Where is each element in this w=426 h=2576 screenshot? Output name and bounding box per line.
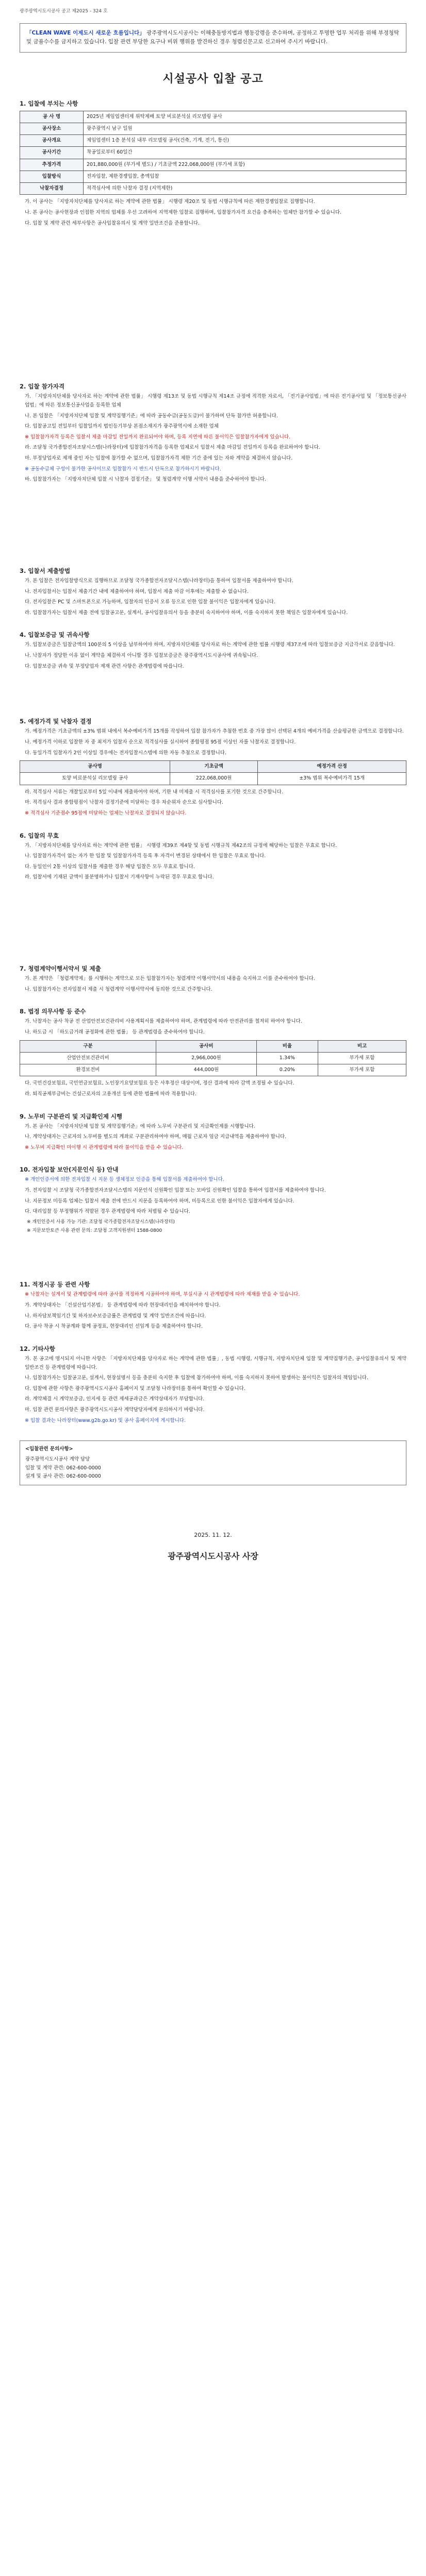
paragraph: 나. 지문정보 미등록 업체는 입찰서 제출 전에 반드시 지문을 등록하여야 하며, 미등록으로 인한 불이익은 입찰자에게 있습니다. [25, 1198, 294, 1204]
table-cell: 2,966,000원 [156, 1052, 256, 1064]
table-row [20, 1052, 406, 1064]
integrity-banner [20, 23, 406, 53]
row-key: 공사개요 [20, 135, 84, 147]
section-5-heading: 5. 예정가격 및 낙찰자 결정 [20, 718, 92, 725]
warning-note: ※ 적격심사 기준점수 95점에 미달하는 업체는 낙찰자로 결정되지 않습니다. [25, 810, 187, 816]
paragraph: 다. 공사 착공 시 착공계와 함께 공정표, 현장대리인 선임계 등을 제출하여야 합니다. [25, 1324, 203, 1330]
contact-title: <입찰관련 문의사항> [25, 1446, 73, 1452]
paragraph: 나. 낙찰자가 정당한 이유 없이 계약을 체결하지 아니할 경우 입찰보증금은 광주광역시도시공사에 귀속됩니다. [25, 653, 258, 658]
section-6-heading: 6. 입찰의 무효 [20, 832, 59, 839]
paragraph: 다. 입찰 및 계약 관련 세부사항은 공사입찰유의서 및 계약 일반조건을 준용합니다. [25, 220, 200, 226]
column-header: 예정가격 산정 [258, 761, 406, 773]
row-key: 공사기간 [20, 147, 84, 159]
section-4-heading: 4. 입찰보증금 및 귀속사항 [20, 631, 90, 639]
section-2-heading: 2. 입찰 참가자격 [20, 383, 65, 391]
table-row [20, 171, 406, 182]
section-9-heading: 9. 노무비 구분관리 및 지급확인제 시행 [20, 1112, 123, 1120]
table-cell: 토양 비료분석실 리모델링 공사 [20, 773, 170, 785]
paragraph: 나. 계약상대자는 근로자의 노무비를 별도의 계좌로 구분관리하여야 하며, 매월 근로자 임금 지급내역을 제출하여야 합니다. [25, 1134, 287, 1140]
section-1-heading: 1. 입찰에 부치는 사항 [20, 99, 78, 107]
page-title: 시설공사 입찰 공고 [162, 72, 264, 86]
table-cell: 444,000원 [156, 1064, 256, 1076]
overview-table [20, 111, 406, 195]
row-value: 적격심사에 의한 낙찰자 결정 (지역제한) [84, 183, 406, 195]
paragraph: 라. 입찰서에 기재된 금액이 불분명하거나 입찰서 기재사항이 누락된 경우 무효로 합니다. [25, 874, 214, 880]
table-row [20, 773, 406, 785]
paragraph: 가. 본 계약은 「청렴계약제」를 시행하는 계약으로 모든 입찰참가자는 청렴계약 이행서약서의 내용을 숙지하고 이를 준수하여야 합니다. [25, 976, 315, 981]
table-cell: 부가세 포함 [318, 1064, 406, 1076]
table-cell: 0.20% [256, 1064, 318, 1076]
paragraph: 나. 입찰참가자는 입찰공고문, 설계서, 현장설명서 등을 충분히 숙지한 후 입찰에 참가하여야 하며, 이를 숙지하지 못하여 발생하는 불이익은 입찰자의 책임입니다. [25, 1375, 368, 1381]
paragraph: 다. 입찰공고일 전일부터 입찰일까지 법인등기부상 본점소재지가 광주광역시에 소재한 업체 [25, 423, 219, 430]
section-12-heading: 12. 기타사항 [20, 1345, 55, 1352]
table-cell: 222,068,000원 [170, 773, 258, 785]
table-cell: 부가세 포함 [318, 1052, 406, 1064]
section-3-heading: 3. 입찰서 제출방법 [20, 567, 71, 574]
info-note: ※ 개인인증서에 의한 전자입찰 시 지문 등 생체정보 인증을 통해 입찰서를 제출하여야 합니다. [25, 1177, 224, 1183]
table-row [20, 111, 406, 123]
paragraph: 나. 입찰참가자격이 없는 자가 한 입찰 및 입찰참가자격 등록 후 자격이 변경된 상태에서 한 입찰은 무효로 합니다. [25, 853, 266, 859]
paragraph: 가. 예정가격은 기초금액의 ±3% 범위 내에서 복수예비가격 15개를 작성하여 입찰 참가자가 추첨한 번호 중 가장 많이 선택된 4개의 예비가격을 산술평균한 금액으로 결정합니다. [25, 728, 404, 735]
row-value: 201,880,000원 (부가세 별도) / 기초금액 222,068,000원 (부가세 포함) [84, 159, 406, 171]
table-row [20, 1064, 406, 1076]
table-row [20, 147, 406, 159]
price-table [20, 760, 406, 785]
warning-note: ※ 입찰참가자격 등록은 입찰서 제출 마감일 전일까지 완료되어야 하며, 등록 지연에 따른 불이익은 입찰참가자에게 있습니다. [25, 434, 291, 440]
info-note: ※ 공동수급체 구성이 불가한 공사이므로 입찰참가 시 반드시 단독으로 참가하시기 바랍니다. [25, 466, 221, 472]
table-row [20, 123, 406, 134]
paragraph: 나. 본 입찰은 「지방자치단체 입찰 및 계약집행기준」에 따라 공동수급(공동도급)이 불가하며 단독 참가만 허용합니다. [25, 413, 278, 419]
paragraph: 나. 하도급 시 「하도급거래 공정화에 관한 법률」 등 관계법령을 준수하여야 합니다. [25, 1029, 205, 1035]
issuer-name: 광주광역시도시공사 사장 [168, 1551, 258, 1561]
row-key: 추정가격 [20, 159, 84, 171]
section-10-heading: 10. 전자입찰 보안(지문인식 등) 안내 [20, 1166, 119, 1174]
paragraph: 나. 예정가격 이하로 입찰한 자 중 최저가 입찰자 순으로 적격심사를 실시하여 종합평점 95점 이상인 자를 낙찰자로 결정합니다. [25, 739, 296, 745]
column-header: 공사비 [156, 1040, 256, 1052]
section-11-heading: 11. 적정시공 등 관련 사항 [20, 1281, 90, 1289]
fine-note: ※ 개인인증서 사용 가능 기관: 조달청 국가종합전자조달시스템(나라장터) [27, 1219, 175, 1225]
paragraph: 다. 전자입찰은 PC 및 스마트폰으로 가능하며, 입찰자의 인증서 오류 등으로 인한 입찰 불이익은 입찰자에게 있습니다. [25, 599, 275, 605]
paragraph: 나. 본 공사는 공사현장과 인접한 지역의 업체를 우선 고려하여 지역제한 입찰로 집행하며, 입찰참가자격 요건을 충족하는 업체만 참가할 수 있습니다. [25, 210, 342, 215]
row-value: 제임업센터 1층 분석실 내부 리모델링 공사(건축, 기계, 전기, 통신) [84, 135, 406, 147]
table-cell: ±3% 범위 복수예비가격 15개 [258, 773, 406, 785]
row-value: 착공일로부터 60일간 [84, 147, 406, 159]
paragraph: 라. 퇴직공제부금비는 건설근로자의 고용개선 등에 관한 법률에 따라 적용합니다. [25, 1091, 197, 1097]
row-key: 공 사 명 [20, 111, 84, 123]
paragraph: 가. 계약상대자는 「건설산업기본법」 등 관계법령에 따라 현장대리인을 배치하여야 합니다. [25, 1302, 221, 1309]
paragraph: 가. 전자입찰 시 조달청 국가종합전자조달시스템의 지문인식 신원확인 입찰 또는 모바일 신원확인 입찰을 통하여 입찰서를 제출하여야 합니다. [25, 1188, 326, 1193]
paragraph: 다. 동일가격 입찰자가 2인 이상일 경우에는 전자입찰시스템에 의한 자동 추첨으로 결정합니다. [25, 750, 227, 756]
table-cell: 환경보전비 [20, 1064, 156, 1076]
paragraph: 가. 이 공사는 「지방자치단체를 당사자로 하는 계약에 관한 법률」 시행령 제20조 및 동법 시행규칙에 따른 제한경쟁입찰로 집행합니다. [25, 199, 315, 205]
section-8-heading: 8. 법정 의무사항 등 준수 [20, 1008, 86, 1015]
info-note: ※ 입찰 결과는 나라장터(www.g2b.go.kr) 및 공사 홈페이지에 게시합니다. [25, 1417, 186, 1423]
paragraph: 바. 입찰참가자는 「지방자치단체 입찰 시 낙찰자 결정기준」 및 청렴계약 이행 서약서 내용을 준수하여야 합니다. [25, 477, 267, 483]
contact-line: 입찰 및 계약 관련: 062-600-0000 [25, 1465, 101, 1471]
row-key: 낙찰자결정 [20, 183, 84, 195]
cost-table [20, 1040, 406, 1077]
paragraph: 다. 입찰에 관한 사항은 광주광역시도시공사 홈페이지 및 조달청 나라장터를 통하여 확인할 수 있습니다. [25, 1385, 245, 1392]
paragraph: 라. 입찰참가자는 입찰서 제출 전에 입찰공고문, 설계서, 공사입찰유의서 등을 충분히 숙지하여야 하며, 이를 숙지하지 못한 책임은 입찰자에게 있습니다. [25, 609, 348, 616]
column-header: 기초금액 [170, 761, 258, 773]
warning-note: ※ 낙찰자는 설계서 및 관계법령에 따라 공사를 적정하게 시공하여야 하며, 부실시공 시 관계법령에 따라 제재를 받을 수 있습니다. [25, 1292, 300, 1298]
paragraph: 다. 동일인이 2통 이상의 입찰서를 제출한 경우 해당 입찰은 모두 무효로 합니다. [25, 863, 195, 870]
fine-note: ※ 지문보안토큰 사용 관련 문의: 조달청 고객지원센터 1588-0800 [27, 1228, 162, 1234]
notice-number: 광주광역시도시공사 공고 제2025 - 324 호 [20, 9, 108, 14]
section-7-heading: 7. 청렴계약이행서약서 및 제출 [20, 965, 101, 972]
paragraph: 마. 부정당업자로 제재 중인 자는 입찰에 참가할 수 없으며, 입찰참가자격 제한 기간 중에 있는 자와 계약을 체결하지 않습니다. [25, 455, 293, 461]
paragraph: 다. 대리입찰 등 부정행위가 적발된 경우 관계법령에 따라 처벌될 수 있습니다. [25, 1209, 190, 1215]
table-row [20, 183, 406, 195]
column-header: 구분 [20, 1040, 156, 1052]
paragraph: 가. 낙찰자는 공사 착공 전 산업안전보건관리비 사용계획서를 제출하여야 하며, 관계법령에 따라 안전관리를 철저히 하여야 합니다. [25, 1019, 302, 1025]
paragraph: 마. 입찰 관련 문의사항은 광주광역시도시공사 계약담당자에게 문의하시기 바랍니다. [25, 1407, 205, 1413]
contact-box [20, 1440, 406, 1485]
row-key: 공사장소 [20, 123, 84, 134]
banner-body: 광주광역시도시공사는 이해충돌방지법과 행동강령을 준수하며, 공정하고 투명한 업무 처리를 위해 부정청탁 및 금품수수를 금지하고 있습니다. 입찰 관련 부당한 요구나 비위 행위를 발견하신 경우 청렴신문고로 신고하여 주시기 바랍니다. [26, 30, 399, 45]
paragraph: 가. 본 공고에 명시되지 아니한 사항은 「지방자치단체를 당사자로 하는 계약에 관한 법률」, 동법 시행령, 시행규칙, 지방자치단체 입찰 및 계약집행기준, 공사입찰유의서 및 계약 일반조건 등 관계법령에 따릅니다. [25, 1355, 406, 1370]
row-value: 전자입찰, 제한경쟁입찰, 총액입찰 [84, 171, 406, 182]
paragraph: 가. 「지방자치단체를 당사자로 하는 계약에 관한 법률」 시행령 제13조 및 동법 시행규칙 제14조 규정에 적격한 자로서, 「전기공사업법」에 따른 전기공사업 및 「정보통신공사업법」에 따른 정보통신공사업을 등록한 업체 [25, 394, 406, 408]
paragraph: 라. 계약체결 시 계약보증금, 인지세 등 관련 제세공과금은 계약상대자가 부담합니다. [25, 1396, 205, 1402]
table-header-row [20, 761, 406, 773]
table-cell: 산업안전보건관리비 [20, 1052, 156, 1064]
paragraph: 가. 본 입찰은 전자입찰방식으로 집행하므로 조달청 국가종합전자조달시스템(나라장터)을 통하여 입찰서를 제출하여야 합니다. [25, 578, 293, 584]
paragraph: 마. 적격심사 결과 종합평점이 낙찰자 결정기준에 미달하는 경우 차순위자 순으로 심사합니다. [25, 800, 223, 806]
paragraph: 라. 조달청 국가종합전자조달시스템(나라장터)에 입찰참가자격을 등록한 업체로서 입찰서 제출 마감일 전일까지 등록을 완료하여야 합니다. [25, 445, 320, 451]
paragraph: 가. 입찰보증금은 입찰금액의 100분의 5 이상을 납부하여야 하며, 지방자치단체를 당사자로 하는 계약에 관한 법률 시행령 제37조에 따라 입찰보증금 지급각서로 갈음합니다. [25, 642, 395, 648]
warning-note: ※ 노무비 지급확인 미이행 시 관계법령에 따라 불이익을 받을 수 있습니다. [25, 1144, 184, 1150]
paragraph: 나. 전자입찰서는 입찰서 제출기간 내에 제출하여야 하며, 입찰서 제출 마감 이후에는 제출할 수 없습니다. [25, 588, 249, 595]
column-header: 비고 [318, 1040, 406, 1052]
notice-date: 2025. 11. 12. [194, 1531, 232, 1538]
paragraph: 라. 적격심사 서류는 개찰일로부터 5일 이내에 제출하여야 하며, 기한 내 미제출 시 적격심사를 포기한 것으로 간주합니다. [25, 789, 283, 795]
row-key: 입찰방식 [20, 171, 84, 182]
contact-line: 광주광역시도시공사 계약 담당 [25, 1456, 90, 1463]
contact-line: 설계 및 공사 관련: 062-600-0000 [25, 1473, 101, 1479]
banner-lead: 「CLEAN WAVE 이제도시 새로운 흐름입니다」 [26, 30, 145, 36]
paragraph: 가. 「지방자치단체를 당사자로 하는 계약에 관한 법률」 시행령 제39조 제4항 및 동법 시행규칙 제42조의 규정에 해당하는 입찰은 무효로 합니다. [25, 842, 337, 849]
column-header: 공사명 [20, 761, 170, 773]
table-header-row [20, 1040, 406, 1052]
table-row [20, 135, 406, 147]
table-cell: 1.34% [256, 1052, 318, 1064]
row-value: 광주광역시 남구 일원 [84, 123, 406, 134]
paragraph: 다. 국민건강보험료, 국민연금보험료, 노인장기요양보험료 등은 사후정산 대상이며, 정산 결과에 따라 감액 조정될 수 있습니다. [25, 1080, 294, 1087]
paragraph: 가. 본 공사는 「지방자치단체 입찰 및 계약집행기준」에 따라 노무비 구분관리 및 지급확인제를 시행합니다. [25, 1123, 255, 1129]
column-header: 비율 [256, 1040, 318, 1052]
paragraph: 나. 하자담보책임기간 및 하자보수보증금률은 관계법령 및 계약 일반조건에 따릅니다. [25, 1313, 206, 1319]
paragraph: 나. 입찰참가자는 전자입찰서 제출 시 청렴계약 이행서약서에 동의한 것으로 간주합니다. [25, 986, 212, 992]
table-row [20, 159, 406, 171]
row-value: 2025년 제임업센터제 위탁제배 토양 비료분석실 리모델링 공사 [84, 111, 406, 123]
paragraph: 다. 입찰보증금 귀속 및 부정당업자 제재 관련 사항은 관계법령에 따릅니다. [25, 663, 184, 669]
